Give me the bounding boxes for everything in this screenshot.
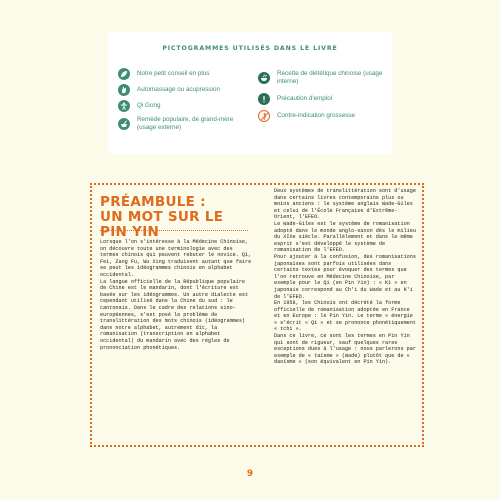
legend-label: Remède populaire, de grand-mère (usage externe)	[137, 116, 234, 131]
paragraph: La langue officielle de la République populaire de Chine est le mandarin, dont l'écriture est basée sur les idéogrammes. Un autre dialecte est cependant utilisé dans la Chine du sud : le cantonais. Dans le cadre des relations sino-européennes, s'est posé le problème de translittération des mots chinois (idéogrammes) dans notre alphabet, autrement dit, la romanisation (transcription en alphabet occidental) du mandarin avec des règles de prononciation phonétiques.	[100, 278, 249, 351]
left-column	[100, 239, 254, 351]
legend-item-caution	[258, 93, 332, 105]
legend-item-remedy	[118, 116, 248, 132]
pregnancy-forbidden-icon	[258, 110, 270, 122]
pictogram-legend	[108, 32, 392, 154]
paragraph: Dans ce livre, ce sont les termes en Pin Yin qui sont de rigueur, sauf quelques rares exceptions dues à l'usage : nous parlerons par exemple de « taïsme » (Wade) plutôt que de « daoïsme » (son équivalent en Pin Yin).	[274, 333, 416, 366]
mortar-remedy-icon	[118, 118, 130, 130]
paragraph: Deux systèmes de translittération sont d'usage dans certains livres contemporains plus ou moins anciens : le système anglais Wade-Giles et celui de l'École Française d'Extrême-Orient, l'EFEO.	[274, 188, 416, 221]
right-column	[274, 188, 418, 366]
title-divider	[100, 230, 248, 231]
exclamation-icon	[258, 93, 270, 105]
preamble-title	[100, 195, 250, 240]
legend-label: Précaution d'emploi	[277, 95, 333, 102]
legend-label: Notre petit conseil en plus	[137, 70, 210, 77]
page-number: 9	[246, 469, 254, 479]
legend-item-recipe	[258, 70, 388, 86]
title-line-2: UN MOT SUR LE PIN YIN	[100, 209, 224, 240]
legend-item-qigong	[118, 100, 160, 112]
bowl-recipe-icon	[258, 72, 270, 84]
legend-item-tip	[118, 68, 209, 80]
title-line-1: PRÉAMBULE :	[100, 194, 206, 210]
qi-gong-figure-icon	[118, 100, 130, 112]
legend-label: Recette de diététique chinoise (usage interne)	[277, 70, 383, 85]
preamble-box	[90, 183, 424, 447]
paragraph: Lorsque l'on s'intéresse à la Médecine Chinoise, on découvre toute une terminologie avec des termes chinois qui peuvent rebuter le novice. Qi, Fei, Zang Fu, Wu Xing traduisent autant que faire se peut les idéogrammes chinois en alphabet occidental.	[100, 239, 252, 278]
legend-item-pregnancy	[258, 110, 355, 122]
legend-item-massage	[118, 84, 220, 96]
paragraph: Le Wade-Giles est le système de romanisation adopté dans le monde anglo-saxon dès le milieu du XIXe siècle. Parallèlement et dans le même esprit s'est développé le système de romanisation de l'EFEO.	[274, 220, 416, 254]
legend-label: Qi Gong	[137, 102, 161, 109]
legend-label: Automassage ou acupression	[137, 86, 220, 93]
paragraph: En 1958, les Chinois ont décrété la forme officielle de romanisation adoptée en France et en Europe : le Pin Yin. Le terme « énergie » s'écrit « Qi » et se prononce phonétiquement « tchi ».	[274, 300, 416, 333]
legend-title: PICTOGRAMMES UTILISÉS DANS LE LIVRE	[162, 45, 338, 52]
paragraph: Pour ajouter à la confusion, des romanisations japonaises sont parfois utilisées dans certains textes pour évoquer des termes que l'on retrouve en Médecine Chinoise, par exemple pour le Qi (en Pin Yin) : « Ki » en japonais correspond au Ch'i du Wade et au K'i de l'EFEO.	[274, 253, 416, 300]
leaf-icon	[118, 68, 130, 80]
legend-label: Contre-indication grossesse	[277, 112, 356, 119]
hand-massage-icon	[118, 84, 130, 96]
